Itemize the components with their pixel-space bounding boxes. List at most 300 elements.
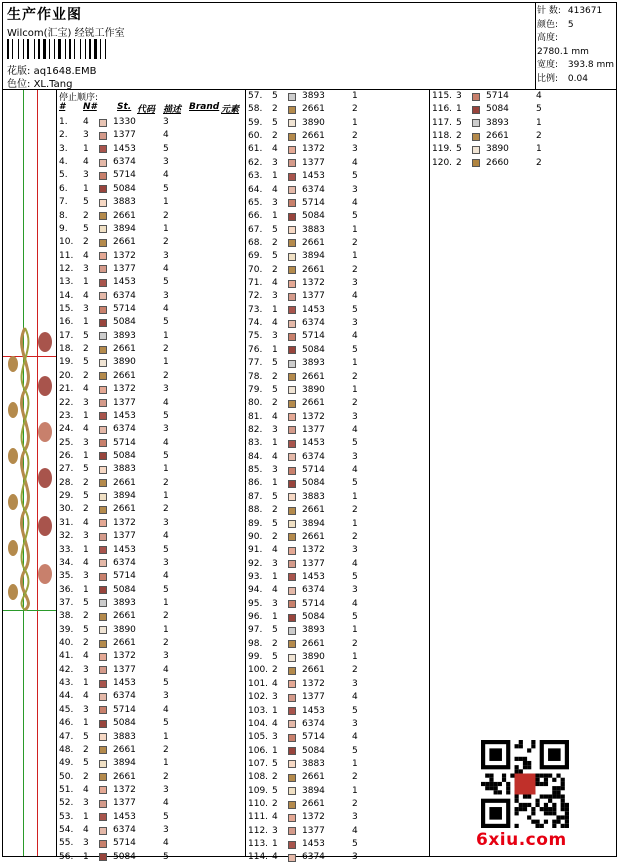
color-code: 2661	[302, 799, 325, 810]
qr-module	[548, 811, 552, 815]
color-swatch	[288, 467, 296, 475]
element-count: 4	[163, 704, 169, 715]
element-count: 5	[352, 745, 358, 756]
barcode-bar	[47, 39, 48, 59]
qr-module	[535, 778, 539, 782]
stop-number: 70.	[248, 264, 263, 275]
worksheet	[2, 2, 617, 863]
color-code: 2661	[302, 104, 325, 115]
qr-module	[494, 786, 498, 790]
color-swatch	[99, 319, 107, 327]
element-count: 4	[163, 664, 169, 675]
color-code: 1377	[302, 692, 325, 703]
stop-sequence-title: 停止顺序:	[59, 93, 99, 103]
element-count: 3	[163, 691, 169, 702]
needle-number: 4	[83, 691, 89, 702]
needle-number: 5	[272, 758, 278, 769]
color-code: 1372	[113, 651, 136, 662]
color-swatch	[288, 159, 296, 167]
color-code: 5084	[302, 745, 325, 756]
color-code: 5084	[302, 211, 325, 222]
color-code: 3894	[302, 785, 325, 796]
color-code: 6374	[113, 691, 136, 702]
stop-number: 40.	[59, 638, 74, 649]
element-count: 4	[163, 263, 169, 274]
barcode-bar	[105, 39, 106, 59]
qr-module	[552, 778, 556, 782]
stop-number: 73.	[248, 304, 263, 315]
element-count: 3	[352, 545, 358, 556]
needle-number: 1	[83, 317, 89, 328]
color-swatch	[288, 146, 296, 154]
color-swatch	[99, 506, 107, 514]
stop-number: 41.	[59, 651, 74, 662]
needle-number: 4	[83, 784, 89, 795]
stop-number: 16.	[59, 317, 74, 328]
stop-number: 50.	[59, 771, 74, 782]
needle-number: 5	[272, 91, 278, 101]
element-count: 5	[163, 317, 169, 328]
element-count: 2	[352, 131, 358, 142]
needle-number: 5	[272, 224, 278, 235]
qr-module	[489, 774, 493, 778]
needle-number: 1	[272, 438, 278, 449]
stop-number: 47.	[59, 731, 74, 742]
stop-number: 52.	[59, 798, 74, 809]
page-title: 生产作业图	[7, 7, 82, 23]
needle-number: 5	[272, 117, 278, 128]
qr-module	[561, 799, 565, 803]
stop-number: 18.	[59, 344, 74, 355]
needle-number: 5	[83, 758, 89, 769]
qr-module	[494, 790, 498, 794]
color-code: 3894	[302, 518, 325, 529]
qr-module	[523, 807, 527, 811]
qr-code	[481, 740, 569, 828]
header-code: 代码	[137, 105, 156, 115]
color-code: 5084	[113, 718, 136, 729]
element-count: 4	[163, 571, 169, 582]
needle-number: 4	[272, 812, 278, 823]
needle-number: 2	[272, 398, 278, 409]
qr-module	[535, 799, 539, 803]
qr-module	[502, 778, 506, 782]
qr-module	[535, 774, 539, 778]
element-count: 3	[352, 144, 358, 155]
element-count: 3	[163, 825, 169, 836]
needle-number: 3	[272, 157, 278, 168]
color-code: 1377	[113, 263, 136, 274]
needle-number: 2	[272, 638, 278, 649]
color-code: 3883	[113, 197, 136, 208]
color-swatch	[288, 199, 296, 207]
color-code: 3894	[302, 251, 325, 262]
element-count: 4	[352, 291, 358, 302]
element-count: 5	[352, 839, 358, 850]
needle-number: 1	[83, 678, 89, 689]
color-swatch	[99, 666, 107, 674]
color-code: 1377	[302, 157, 325, 168]
barcode-bar	[7, 39, 9, 59]
color-swatch	[99, 640, 107, 648]
needle-number: 5	[83, 491, 89, 502]
color-swatch	[288, 173, 296, 181]
qr-module	[527, 803, 531, 807]
color-swatch	[288, 854, 296, 862]
color-swatch	[288, 93, 296, 101]
stop-number: 12.	[59, 263, 74, 274]
element-count: 2	[163, 344, 169, 355]
needle-number: 2	[83, 370, 89, 381]
design-label: 花版:	[7, 66, 31, 77]
color-code: 5084	[113, 450, 136, 461]
element-count: 4	[352, 825, 358, 836]
stop-number: 97.	[248, 625, 263, 636]
needle-number: 3	[83, 798, 89, 809]
element-count: 3	[352, 411, 358, 422]
stop-number: 27.	[59, 464, 74, 475]
qr-module	[556, 815, 560, 819]
stop-number: 19.	[59, 357, 74, 368]
color-swatch	[99, 239, 107, 247]
stop-number: 78.	[248, 371, 263, 382]
barcode-bar	[76, 39, 79, 59]
color-swatch	[99, 466, 107, 474]
qr-module	[519, 740, 523, 744]
stop-number: 61.	[248, 144, 263, 155]
needle-number: 5	[272, 358, 278, 369]
needle-number: 4	[83, 250, 89, 261]
qr-module	[552, 811, 556, 815]
qr-module	[552, 803, 556, 807]
element-count: 2	[163, 638, 169, 649]
element-count: 3	[352, 812, 358, 823]
element-count: 2	[352, 665, 358, 676]
color-code: 5714	[302, 465, 325, 476]
color-swatch	[288, 280, 296, 288]
needle-number: 2	[83, 638, 89, 649]
needle-number: 1	[272, 211, 278, 222]
qr-module	[510, 774, 514, 778]
needle-number: 4	[272, 144, 278, 155]
needle-number: 4	[272, 585, 278, 596]
color-code: 6374	[113, 157, 136, 168]
needle-number: 1	[83, 277, 89, 288]
element-count: 1	[352, 251, 358, 262]
needle-number: 4	[272, 184, 278, 195]
element-count: 1	[163, 330, 169, 341]
needle-number: 5	[272, 491, 278, 502]
qr-module	[506, 790, 510, 794]
color-code: 3894	[113, 223, 136, 234]
needle-number: 3	[272, 465, 278, 476]
element-count: 5	[352, 612, 358, 623]
barcode-bar	[72, 39, 73, 59]
element-count: 3	[352, 184, 358, 195]
element-count: 2	[163, 504, 169, 515]
element-count: 2	[163, 611, 169, 622]
qr-module	[540, 824, 544, 828]
qr-module	[498, 790, 502, 794]
stop-number: 76.	[248, 344, 263, 355]
qr-module	[519, 803, 523, 807]
element-count: 1	[352, 652, 358, 663]
stop-number: 93.	[248, 571, 263, 582]
stop-number: 69.	[248, 251, 263, 262]
color-code: 2661	[113, 744, 136, 755]
color-code: 2661	[113, 771, 136, 782]
stop-number: 36.	[59, 584, 74, 595]
needle-number: 3	[83, 664, 89, 675]
color-code: 1453	[302, 839, 325, 850]
element-count: 1	[352, 518, 358, 529]
element-count: 5	[163, 277, 169, 288]
color-swatch	[99, 626, 107, 634]
color-swatch	[288, 386, 296, 394]
element-count: 3	[163, 250, 169, 261]
color-code: 2661	[113, 477, 136, 488]
stop-number: 53.	[59, 811, 74, 822]
color-swatch	[99, 519, 107, 527]
element-count: 3	[163, 424, 169, 435]
header	[3, 3, 616, 90]
element-count: 1	[352, 491, 358, 502]
color-swatch	[288, 413, 296, 421]
needle-number: 5	[272, 625, 278, 636]
color-code: 2661	[113, 210, 136, 221]
needle-number: 3	[83, 304, 89, 315]
barcode-bar	[41, 39, 42, 59]
stop-number: 89.	[248, 518, 263, 529]
color-swatch	[99, 119, 107, 127]
stop-number: 74.	[248, 318, 263, 329]
qr-module	[544, 794, 548, 798]
barcode-bar	[49, 39, 50, 59]
qr-module	[552, 790, 556, 794]
color-code: 5084	[486, 104, 509, 115]
qr-module	[515, 824, 519, 828]
element-count: 2	[352, 371, 358, 382]
color-code: 5714	[113, 170, 136, 181]
element-count: 3	[352, 852, 358, 863]
element-count: 5	[352, 171, 358, 182]
stop-number: 82.	[248, 424, 263, 435]
stop-number: 110.	[248, 799, 269, 810]
element-count: 3	[352, 585, 358, 596]
color-code: 1377	[113, 130, 136, 141]
color-code: 3883	[302, 224, 325, 235]
needle-number: 3	[272, 558, 278, 569]
barcode-bar	[67, 39, 68, 59]
color-code: 3883	[113, 731, 136, 742]
qr-module	[561, 794, 565, 798]
qr-module	[540, 807, 544, 811]
element-count: 5	[163, 183, 169, 194]
color-swatch	[288, 827, 296, 835]
color-swatch	[288, 333, 296, 341]
qr-module	[494, 782, 498, 786]
needle-number: 5	[272, 384, 278, 395]
color-code: 2661	[113, 504, 136, 515]
needle-number: 3	[83, 170, 89, 181]
barcode-bar	[56, 39, 57, 59]
color-code: 3893	[302, 358, 325, 369]
stop-number: 35.	[59, 571, 74, 582]
qr-module	[485, 782, 489, 786]
color-swatch	[288, 707, 296, 715]
stop-number: 29.	[59, 491, 74, 502]
color-swatch	[288, 400, 296, 408]
color-swatch	[99, 573, 107, 581]
barcode-bar	[27, 39, 29, 59]
color-swatch	[288, 520, 296, 528]
qr-module	[556, 786, 560, 790]
qr-module	[544, 803, 548, 807]
qr-module	[556, 790, 560, 794]
color-swatch	[288, 734, 296, 742]
element-count: 5	[352, 438, 358, 449]
needle-number: 2	[272, 104, 278, 115]
stop-number: 4.	[59, 157, 68, 168]
qr-module	[527, 794, 531, 798]
element-count: 2	[352, 638, 358, 649]
color-swatch	[99, 132, 107, 140]
color-code: 2661	[113, 611, 136, 622]
color-code: 5714	[302, 732, 325, 743]
element-count: 2	[163, 237, 169, 248]
color-swatch	[288, 774, 296, 782]
stop-number: 114.	[248, 852, 269, 863]
color-swatch	[288, 453, 296, 461]
color-code: 1453	[113, 143, 136, 154]
qr-module	[519, 744, 523, 748]
element-count: 3	[163, 784, 169, 795]
stop-number: 9.	[59, 223, 68, 234]
color-code: 3883	[302, 758, 325, 769]
barcode-bar	[10, 39, 11, 59]
stop-number: 64.	[248, 184, 263, 195]
color-code: 1372	[302, 411, 325, 422]
qr-module	[485, 774, 489, 778]
color-swatch	[288, 106, 296, 114]
needle-number: 2	[272, 665, 278, 676]
color-code: 2661	[302, 131, 325, 142]
color-swatch	[99, 733, 107, 741]
element-count: 3	[352, 278, 358, 289]
element-count: 4	[352, 157, 358, 168]
color-swatch	[99, 332, 107, 340]
element-count: 2	[352, 237, 358, 248]
stop-number: 17.	[59, 330, 74, 341]
color-code: 3890	[113, 357, 136, 368]
stop-number: 107.	[248, 758, 269, 769]
qr-module	[531, 807, 535, 811]
color-swatch	[472, 119, 480, 127]
stop-number: 28.	[59, 477, 74, 488]
design-value: aq1648.EMB	[33, 66, 97, 77]
colorway-label: 色位:	[7, 79, 31, 90]
color-swatch	[99, 252, 107, 260]
color-swatch	[288, 587, 296, 595]
color-swatch	[288, 760, 296, 768]
qr-module	[561, 807, 565, 811]
stop-number: 39.	[59, 624, 74, 635]
needle-number: 5	[83, 357, 89, 368]
qr-module	[552, 786, 556, 790]
color-swatch	[99, 185, 107, 193]
needle-number: 1	[83, 584, 89, 595]
element-count: 4	[352, 558, 358, 569]
stop-number: 100.	[248, 665, 269, 676]
color-swatch	[288, 253, 296, 261]
color-swatch	[288, 440, 296, 448]
needle-number: 3	[272, 732, 278, 743]
design-preview	[3, 90, 57, 856]
color-swatch	[288, 600, 296, 608]
color-swatch	[99, 265, 107, 273]
barcode-bar	[82, 39, 84, 59]
color-swatch	[99, 306, 107, 314]
color-code: 2661	[113, 638, 136, 649]
color-code: 5714	[113, 304, 136, 315]
qr-module	[531, 744, 535, 748]
color-swatch	[99, 720, 107, 728]
needle-number: 1	[272, 304, 278, 315]
qr-module	[548, 748, 561, 761]
stop-number: 56.	[59, 851, 74, 862]
needle-number: 2	[456, 131, 462, 142]
needle-number: 3	[456, 91, 462, 101]
barcode	[7, 39, 117, 59]
element-count: 4	[163, 130, 169, 141]
spec-value: 0.04	[567, 73, 588, 84]
stop-number: 11.	[59, 250, 74, 261]
element-count: 2	[536, 131, 542, 142]
barcode-bar	[20, 39, 22, 59]
color-swatch	[288, 346, 296, 354]
barcode-bar	[25, 39, 26, 59]
qr-module	[561, 778, 565, 782]
color-code: 5714	[302, 197, 325, 208]
needle-number: 5	[272, 785, 278, 796]
needle-number: 2	[272, 505, 278, 516]
barcode-bar	[94, 39, 97, 59]
color-code: 2661	[302, 264, 325, 275]
stop-number: 79.	[248, 384, 263, 395]
needle-number: 1	[272, 171, 278, 182]
color-code: 5714	[113, 838, 136, 849]
stop-number: 67.	[248, 224, 263, 235]
needle-number: 4	[272, 318, 278, 329]
color-code: 2661	[302, 237, 325, 248]
needle-number: 3	[83, 531, 89, 542]
qr-module	[519, 769, 523, 773]
barcode-bar	[34, 39, 35, 59]
stop-number: 14.	[59, 290, 74, 301]
spec-panel	[537, 5, 616, 86]
barcode-bar	[98, 39, 99, 59]
element-count: 1	[352, 91, 358, 101]
color-code: 2661	[486, 131, 509, 142]
qr-module	[565, 820, 569, 824]
element-count: 4	[352, 465, 358, 476]
color-code: 1453	[302, 705, 325, 716]
element-count: 3	[163, 157, 169, 168]
qr-module	[527, 765, 531, 769]
element-count: 4	[163, 838, 169, 849]
color-code: 5714	[302, 598, 325, 609]
element-count: 5	[352, 478, 358, 489]
